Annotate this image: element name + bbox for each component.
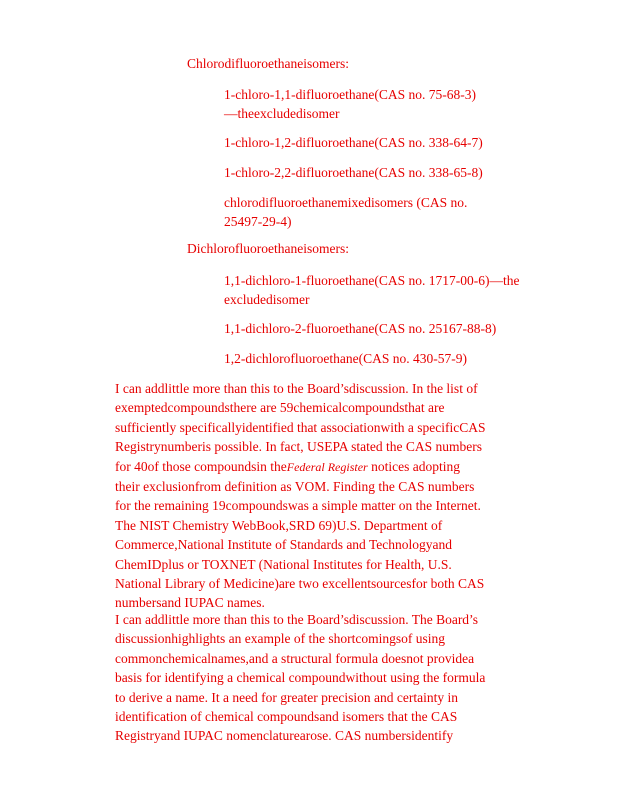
list-item [224,163,554,182]
item-line: —theexcludedisomer [224,106,340,121]
paragraph-line: their exclusionfrom definition as VOM. Finding the CAS numbers [115,479,475,495]
list-item [224,193,554,231]
paragraph-line: Registrynumberis possible. In fact, USEPA stated the CAS numbers [115,439,482,455]
paragraph-line: National Library of Medicine)are two excellentsourcesfor both CAS [115,576,485,592]
paragraph-line: I can addlittle more than this to the Board’sdiscussion. The Board’s [115,612,479,627]
item-line: 1-chloro-1,1-difluoroethane(CAS no. 75-68-3) [224,87,476,102]
list-item [224,271,554,309]
federal-register-title: Federal Register [286,459,368,474]
item-line: 1,2-dichlorofluoroethane(CAS no. 430-57-9) [224,351,467,366]
item-line: 1-chloro-2,2-difluoroethane(CAS no. 338-65-8) [224,165,483,180]
item-line: chlorodifluoroethanemixedisomers (CAS no. [224,195,468,210]
paragraph-line: to derive a name. It a need for greater precision and certainty in [115,689,458,705]
section-heading-dichlorofluoroethane: Dichlorofluoroethaneisomers: [187,241,349,256]
paragraph-line: The NIST Chemistry WebBook,SRD 69)U.S. Department of [115,517,443,533]
list-item [224,349,554,368]
paragraph-line: identification of chemical compoundsand isomers that the CAS [115,709,458,725]
item-line: 1-chloro-1,2-difluoroethane(CAS no. 338-64-7) [224,135,483,150]
paragraph-text: notices adopting [367,458,460,474]
item-line: excludedisomer [224,292,310,307]
paragraph-line: exemptedcompoundsthere are 59chemicalcompoundsthat are [115,400,445,416]
section-heading-chlorodifluoroethane: Chlorodifluoroethaneisomers: [187,56,349,71]
paragraph-line: ChemIDplus or TOXNET (National Institutes for Health, U.S. [115,556,452,572]
paragraph-line: Commerce,National Institute of Standards and Technologyand [115,537,452,553]
item-line: 1,1-dichloro-1-fluoroethane(CAS no. 1717-00-6)—the [224,273,520,288]
paragraph-line: sufficiently specificallyidentified that associationwith a specificCAS [115,419,486,435]
list-item [224,319,554,338]
paragraph-line: basis for identifying a chemical compoundwithout using the formula [115,670,486,686]
paragraph-line: numbersand IUPAC names. [115,595,265,611]
paragraph-line [115,457,545,477]
item-line: 25497-29-4) [224,214,292,229]
body-paragraph-2 [115,610,545,746]
body-paragraph-1 [115,379,545,613]
paragraph-line: I can addlittle more than this to the Board’sdiscussion. In the list of [115,381,478,396]
paragraph-line: commonchemicalnames,and a structural formula doesnot providea [115,650,475,666]
paragraph-line: Registryand IUPAC nomenclaturearose. CAS numbersidentify [115,728,454,744]
list-item [224,85,554,123]
list-item [224,133,554,152]
paragraph-line: for the remaining 19compoundswas a simple matter on the Internet. [115,498,481,514]
paragraph-line: discussionhighlights an example of the shortcomingsof using [115,631,445,647]
item-line: 1,1-dichloro-2-fluoroethane(CAS no. 25167-88-8) [224,321,497,336]
paragraph-text: for 40of those compoundsin the [115,458,287,474]
